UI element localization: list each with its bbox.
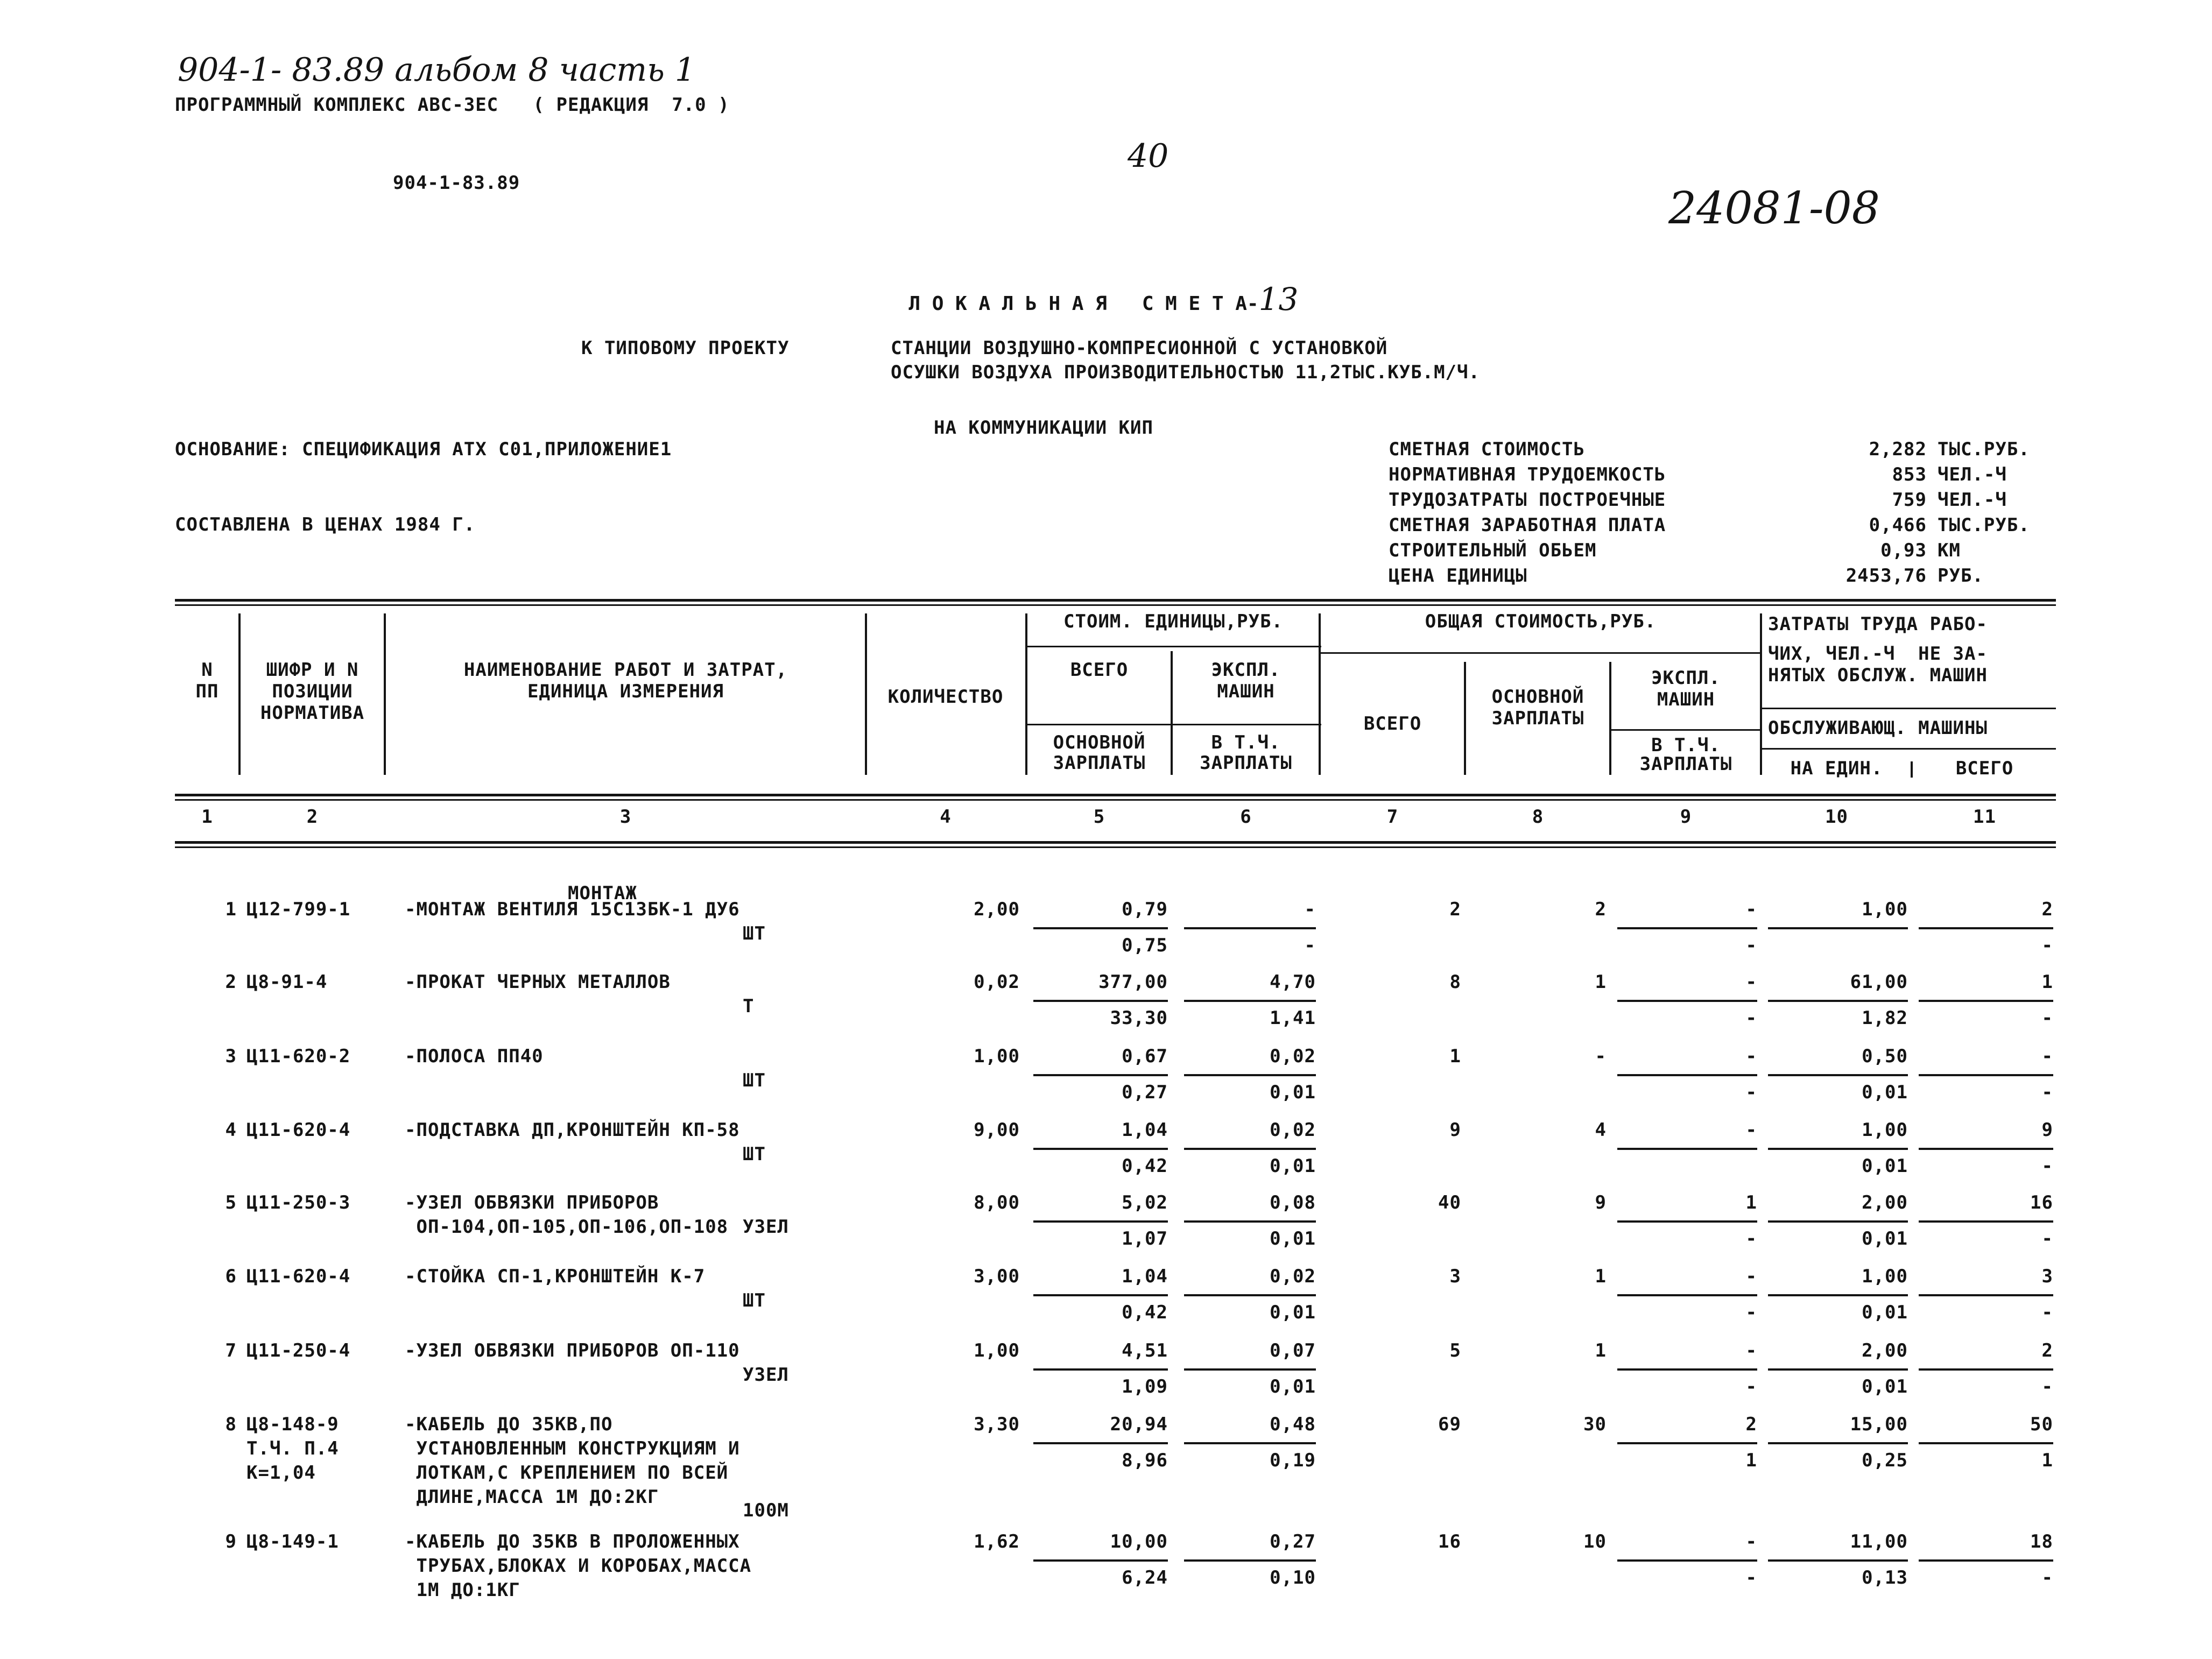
- cell-divider-rule: [1919, 1000, 2053, 1002]
- total-cost: 2: [1449, 899, 1461, 920]
- col3-head: НАИМЕНОВАНИЕ РАБОТ И ЗАТРАТ,: [463, 659, 788, 681]
- project-label: К ТИПОВОМУ ПРОЕКТУ: [581, 337, 790, 359]
- total-cost: 3: [1449, 1266, 1461, 1287]
- row-code: К=1,04: [246, 1462, 316, 1484]
- project-line-2: ОСУШКИ ВОЗДУХА ПРОИЗВОДИТЕЛЬНОСТЬЮ 11,2ТЫС.КУБ.М/Ч.: [891, 362, 1480, 383]
- total-cost: 5: [1449, 1340, 1461, 1361]
- cell-divider-rule: [1184, 1368, 1316, 1371]
- labor-per-unit: 0,50: [1862, 1046, 1908, 1067]
- labor-machines-per-unit: 0,01: [1862, 1376, 1908, 1397]
- summary-value: 853: [1892, 464, 1927, 485]
- unit-cost-total: 0,79: [1122, 899, 1168, 920]
- unit-cost-total: 5,02: [1122, 1192, 1168, 1213]
- total-base-wage: 9: [1595, 1192, 1607, 1213]
- row-name: ОП-104,ОП-105,ОП-106,ОП-108: [405, 1216, 729, 1238]
- total-machines: -: [1745, 1531, 1757, 1552]
- labor-total: 16: [2030, 1192, 2053, 1213]
- row-name: -ПОЛОСА ПП40: [405, 1046, 544, 1067]
- total-machines: -: [1745, 1046, 1757, 1067]
- row-name: УСТАНОВЛЕННЫМ КОНСТРУКЦИЯМ И: [405, 1438, 740, 1459]
- unit-cost-total: 1,04: [1122, 1119, 1168, 1141]
- row-code: Ц11-250-4: [246, 1340, 351, 1361]
- col-separator: [1609, 662, 1611, 775]
- row-quantity: 1,00: [974, 1046, 1020, 1067]
- summary-unit: ЧЕЛ.-Ч: [1938, 464, 2007, 485]
- total-cost: 40: [1438, 1192, 1461, 1213]
- unit-cost-osn: ОСНОВНОЙ: [1053, 732, 1146, 753]
- row-name: -КАБЕЛЬ ДО 35КВ В ПРОЛОЖЕННЫХ: [405, 1531, 740, 1552]
- col-number: 2: [306, 806, 319, 828]
- labor-total: 1: [2041, 971, 2053, 993]
- total-base-wage: 1: [1595, 971, 1607, 993]
- unit-cost-head: СТОИМ. ЕДИНИЦЫ,РУБ.: [1063, 611, 1283, 632]
- col-number: 1: [201, 806, 213, 828]
- row-quantity: 3,00: [974, 1266, 1020, 1287]
- col-separator: [1171, 651, 1173, 775]
- unit-cost-machines: 0,48: [1270, 1414, 1316, 1435]
- total-wage-in-machines: -: [1745, 1082, 1757, 1103]
- estimate-subject: НА КОММУНИКАЦИИ КИП: [934, 417, 1153, 439]
- cell-divider-rule: [1919, 1559, 2053, 1562]
- project-line-1: СТАНЦИИ ВОЗДУШНО-КОМПРЕСИОННОЙ С УСТАНОВКОЙ: [891, 337, 1388, 359]
- labor-head: НЯТЫХ ОБСЛУЖ. МАШИН: [1768, 665, 1988, 686]
- row-code: Ц11-620-4: [246, 1119, 351, 1141]
- labor-per-unit: 1,00: [1862, 1119, 1908, 1141]
- labor-machines-total: -: [2041, 935, 2053, 956]
- unit-cost-wage-in-machines: 0,01: [1270, 1376, 1316, 1397]
- unit-cost-total: 0,67: [1122, 1046, 1168, 1067]
- row-number: 1: [225, 899, 237, 920]
- unit-cost-base-wage: 8,96: [1122, 1450, 1168, 1471]
- row-quantity: 0,02: [974, 971, 1020, 993]
- total-wage-in-machines: -: [1745, 1302, 1757, 1323]
- total-machines: 1: [1745, 1192, 1757, 1213]
- row-quantity: 8,00: [974, 1192, 1020, 1213]
- col2-head: ШИФР И N: [266, 659, 359, 681]
- labor-machines-per-unit: 0,01: [1862, 1082, 1908, 1103]
- unit-cost-base-wage: 0,75: [1122, 935, 1168, 956]
- row-unit: УЗЕЛ: [743, 1364, 789, 1386]
- cell-divider-rule: [1617, 1559, 1757, 1562]
- cell-divider-rule: [1919, 927, 2053, 929]
- header-rule-bottom-2: [175, 846, 2056, 848]
- col-number: 11: [1973, 806, 1996, 828]
- col-separator: [1319, 613, 1321, 775]
- col-number: 3: [619, 806, 632, 828]
- summary-value: 0,466: [1869, 514, 1927, 536]
- labor-machines-total: -: [2041, 1082, 2053, 1103]
- unit-cost-total: 377,00: [1098, 971, 1168, 993]
- row-name: ЛОТКАМ,С КРЕПЛЕНИЕМ ПО ВСЕЙ: [405, 1462, 729, 1484]
- row-name: -ПРОКАТ ЧЕРНЫХ МЕТАЛЛОВ: [405, 971, 671, 993]
- col-separator: [1464, 662, 1466, 775]
- unit-cost-wage-in-machines: 0,10: [1270, 1567, 1316, 1589]
- labor-total: 3: [2041, 1266, 2053, 1287]
- program-line: ПРОГРАММНЫЙ КОМПЛЕКС АВС-3ЕС ( РЕДАКЦИЯ 7.0 ): [175, 94, 730, 116]
- unit-cost-wage-in-machines: 0,01: [1270, 1228, 1316, 1249]
- row-quantity: 2,00: [974, 899, 1020, 920]
- labor-per-unit: 1,00: [1862, 899, 1908, 920]
- summary-unit: ТЫС.РУБ.: [1938, 439, 2030, 460]
- col3-head: ЕДИНИЦА ИЗМЕРЕНИЯ: [527, 681, 724, 702]
- col-number: 4: [940, 806, 952, 828]
- labor-total: 2: [2041, 1340, 2053, 1361]
- unit-cost-machines: 0,07: [1270, 1340, 1316, 1361]
- labor-machines-per-unit: 0,25: [1862, 1450, 1908, 1471]
- total-cost: 1: [1449, 1046, 1461, 1067]
- header-rule-mid-2: [175, 799, 2056, 801]
- total-cost: 8: [1449, 971, 1461, 993]
- summary-unit: ЧЕЛ.-Ч: [1938, 489, 2007, 511]
- cell-divider-rule: [1184, 1148, 1316, 1150]
- unit-cost-rule-2: [1025, 724, 1321, 725]
- unit-cost-machines: 0,02: [1270, 1266, 1316, 1287]
- labor-per-unit: 2,00: [1862, 1192, 1908, 1213]
- cell-divider-rule: [1617, 1148, 1757, 1150]
- cell-divider-rule: [1033, 927, 1168, 929]
- unit-cost-total: 20,94: [1110, 1414, 1168, 1435]
- cell-divider-rule: [1184, 1294, 1316, 1296]
- col-number: 5: [1093, 806, 1105, 828]
- labor-per-unit: 11,00: [1850, 1531, 1908, 1552]
- row-quantity: 1,00: [974, 1340, 1020, 1361]
- cell-divider-rule: [1184, 1442, 1316, 1444]
- album-handwritten-note: 904-1- 83.89 альбом 8 часть 1: [178, 51, 696, 89]
- cell-divider-rule: [1617, 927, 1757, 929]
- cell-divider-rule: [1033, 1442, 1168, 1444]
- unit-cost-vtch: ЗАРПЛАТЫ: [1200, 752, 1292, 774]
- labor-machines-total: -: [2041, 1007, 2053, 1029]
- labor-head: ЧИХ, ЧЕЛ.-Ч НЕ ЗА-: [1768, 643, 1988, 665]
- labor-machines-total: -: [2041, 1567, 2053, 1589]
- total-cost: 9: [1449, 1119, 1461, 1141]
- col-number: 8: [1532, 806, 1544, 828]
- page-number: 40: [1128, 137, 1169, 175]
- labor-machines-total: -: [2041, 1376, 2053, 1397]
- cell-divider-rule: [1768, 1559, 1908, 1562]
- row-code: Ц8-148-9: [246, 1414, 339, 1435]
- cell-divider-rule: [1033, 1000, 1168, 1002]
- col-separator: [1025, 613, 1027, 775]
- header-rule-top-2: [175, 604, 2056, 606]
- unit-cost-base-wage: 33,30: [1110, 1007, 1168, 1029]
- col-separator: [238, 613, 241, 775]
- cell-divider-rule: [1919, 1074, 2053, 1076]
- row-quantity: 1,62: [974, 1531, 1020, 1552]
- total-wage-in-machines: -: [1745, 935, 1757, 956]
- summary-value: 759: [1892, 489, 1927, 511]
- summary-unit: ТЫС.РУБ.: [1938, 514, 2030, 536]
- summary-label: НОРМАТИВНАЯ ТРУДОЕМКОСТЬ: [1389, 464, 1666, 485]
- summary-label: СТРОИТЕЛЬНЫЙ ОБЬЕМ: [1389, 540, 1597, 561]
- cell-divider-rule: [1033, 1148, 1168, 1150]
- summary-unit: РУБ.: [1938, 565, 1984, 587]
- total-ekspl: МАШИН: [1657, 689, 1715, 710]
- total-osn: ОСНОВНОЙ: [1491, 686, 1584, 708]
- summary-value: 2,282: [1869, 439, 1927, 460]
- cell-divider-rule: [1617, 1220, 1757, 1223]
- row-code: Ц12-799-1: [246, 899, 351, 920]
- total-wage-in-machines: -: [1745, 1567, 1757, 1589]
- col2-head: ПОЗИЦИИ: [272, 681, 353, 702]
- unit-cost-machines: 0,02: [1270, 1046, 1316, 1067]
- basis-line: ОСНОВАНИЕ: СПЕЦИФИКАЦИЯ АТХ С01,ПРИЛОЖЕНИЕ1: [175, 439, 672, 460]
- row-unit: ШТ: [743, 923, 766, 944]
- labor-machines-per-unit: 0,13: [1862, 1567, 1908, 1589]
- cell-divider-rule: [1617, 1368, 1757, 1371]
- unit-cost-osn: ЗАРПЛАТЫ: [1053, 752, 1146, 774]
- unit-cost-ekspl: ЭКСПЛ.: [1211, 659, 1281, 681]
- labor-machines-total: -: [2041, 1155, 2053, 1177]
- summary-unit: КМ: [1938, 540, 1961, 561]
- row-number: 5: [225, 1192, 237, 1213]
- stamp-number: 24081-08: [1668, 183, 1880, 234]
- row-name: ДЛИНЕ,МАССА 1М ДО:2КГ: [405, 1486, 659, 1508]
- cell-divider-rule: [1184, 1074, 1316, 1076]
- total-base-wage: 10: [1583, 1531, 1607, 1552]
- cell-divider-rule: [1919, 1220, 2053, 1223]
- summary-value: 2453,76: [1845, 565, 1927, 587]
- cell-divider-rule: [1768, 1220, 1908, 1223]
- estimate-title: [885, 264, 1298, 316]
- total-ekspl: ЭКСПЛ.: [1651, 667, 1721, 689]
- unit-cost-machines: 0,02: [1270, 1119, 1316, 1141]
- unit-cost-ekspl: МАШИН: [1217, 681, 1275, 702]
- labor-machines-per-unit: 0,01: [1862, 1302, 1908, 1323]
- summary-label: ЦЕНА ЕДИНИЦЫ: [1389, 565, 1527, 587]
- total-base-wage: 30: [1583, 1414, 1607, 1435]
- unit-cost-total: 10,00: [1110, 1531, 1168, 1552]
- row-number: 3: [225, 1046, 237, 1067]
- labor-per-unit: 1,00: [1862, 1266, 1908, 1287]
- labor-rule-2: [1760, 748, 2056, 750]
- row-code: Ц11-620-2: [246, 1046, 351, 1067]
- total-base-wage: 1: [1595, 1340, 1607, 1361]
- col-separator: [865, 613, 867, 775]
- unit-cost-machines: 4,70: [1270, 971, 1316, 993]
- unit-cost-machines: -: [1304, 899, 1316, 920]
- row-code: Ц11-620-4: [246, 1266, 351, 1287]
- row-number: 8: [225, 1414, 237, 1435]
- cell-divider-rule: [1033, 1368, 1168, 1371]
- unit-cost-base-wage: 0,42: [1122, 1302, 1168, 1323]
- col1-head: ПП: [195, 681, 219, 702]
- labor-per-unit: 61,00: [1850, 971, 1908, 993]
- header-rule-bottom: [175, 841, 2056, 844]
- labor-obsl: ОБСЛУЖИВАЮЩ. МАШИНЫ: [1768, 717, 1988, 739]
- cell-divider-rule: [1768, 1442, 1908, 1444]
- col-number: 6: [1240, 806, 1252, 828]
- row-name: ТРУБАХ,БЛОКАХ И КОРОБАХ,МАССА: [405, 1555, 752, 1577]
- row-unit: ШТ: [743, 1143, 766, 1165]
- total-wage-in-machines: -: [1745, 1228, 1757, 1249]
- row-unit: ШТ: [743, 1070, 766, 1091]
- col4-head: КОЛИЧЕСТВО: [887, 686, 1004, 708]
- row-number: 2: [225, 971, 237, 993]
- total-base-wage: 4: [1595, 1119, 1607, 1141]
- cell-divider-rule: [1768, 1074, 1908, 1076]
- col-number: 9: [1680, 806, 1692, 828]
- unit-cost-wage-in-machines: 0,19: [1270, 1450, 1316, 1471]
- row-number: 9: [225, 1531, 237, 1552]
- unit-cost-rule: [1025, 646, 1321, 647]
- total-base-wage: 1: [1595, 1266, 1607, 1287]
- unit-cost-machines: 0,08: [1270, 1192, 1316, 1213]
- cell-divider-rule: [1617, 1442, 1757, 1444]
- unit-cost-wage-in-machines: 1,41: [1270, 1007, 1316, 1029]
- row-name: -УЗЕЛ ОБВЯЗКИ ПРИБОРОВ: [405, 1192, 659, 1213]
- row-unit: 100М: [743, 1500, 789, 1521]
- col2-head: НОРМАТИВА: [260, 702, 365, 724]
- col-number: 10: [1825, 806, 1848, 828]
- cell-divider-rule: [1033, 1220, 1168, 1223]
- cell-divider-rule: [1768, 1368, 1908, 1371]
- row-code: Ц8-91-4: [246, 971, 328, 993]
- total-machines: -: [1745, 1340, 1757, 1361]
- row-name: -КАБЕЛЬ ДО 35КВ,ПО: [405, 1414, 613, 1435]
- cell-divider-rule: [1768, 1294, 1908, 1296]
- row-number: 4: [225, 1119, 237, 1141]
- labor-total: 2: [2041, 899, 2053, 920]
- cell-divider-rule: [1768, 927, 1908, 929]
- total-wage-in-machines: -: [1745, 1007, 1757, 1029]
- unit-cost-vsego: ВСЕГО: [1070, 659, 1129, 681]
- cell-divider-rule: [1033, 1559, 1168, 1562]
- row-code: Ц8-149-1: [246, 1531, 339, 1552]
- labor-head: ЗАТРАТЫ ТРУДА РАБО-: [1768, 613, 1988, 635]
- cell-divider-rule: [1617, 1000, 1757, 1002]
- total-base-wage: -: [1595, 1046, 1607, 1067]
- cell-divider-rule: [1033, 1074, 1168, 1076]
- total-cost-rule-2: [1609, 729, 1760, 731]
- unit-cost-wage-in-machines: 0,01: [1270, 1082, 1316, 1103]
- labor-vsego: ВСЕГО: [1955, 758, 2014, 779]
- unit-cost-wage-in-machines: -: [1304, 935, 1316, 956]
- row-code: Ц11-250-3: [246, 1192, 351, 1213]
- row-name: 1М ДО:1КГ: [405, 1579, 520, 1601]
- prices-line: СОСТАВЛЕНА В ЦЕНАХ 1984 Г.: [175, 514, 476, 535]
- title-number: 13: [1258, 281, 1299, 317]
- total-cost: 16: [1438, 1531, 1461, 1552]
- total-vsego: ВСЕГО: [1363, 713, 1422, 735]
- total-machines: 2: [1745, 1414, 1757, 1435]
- cell-divider-rule: [1184, 1000, 1316, 1002]
- col-separator: [384, 613, 386, 775]
- row-number: 7: [225, 1340, 237, 1361]
- row-name: -МОНТАЖ ВЕНТИЛЯ 15С13БК-1 ДУ6: [405, 899, 740, 920]
- title-text: Л О К А Л Ь Н А Я С М Е Т А-: [908, 293, 1259, 315]
- cell-divider-rule: [1033, 1294, 1168, 1296]
- unit-cost-total: 1,04: [1122, 1266, 1168, 1287]
- labor-machines-total: -: [2041, 1228, 2053, 1249]
- cell-divider-rule: [1617, 1294, 1757, 1296]
- labor-total: -: [2041, 1046, 2053, 1067]
- document-code: 904-1-83.89: [393, 172, 520, 194]
- row-unit: Т: [743, 996, 755, 1017]
- total-osn: ЗАРПЛАТЫ: [1491, 708, 1584, 729]
- total-machines: -: [1745, 899, 1757, 920]
- total-wage-in-machines: -: [1745, 1376, 1757, 1397]
- unit-cost-base-wage: 0,42: [1122, 1155, 1168, 1177]
- unit-cost-total: 4,51: [1122, 1340, 1168, 1361]
- total-cost: 69: [1438, 1414, 1461, 1435]
- unit-cost-base-wage: 1,07: [1122, 1228, 1168, 1249]
- labor-machines-per-unit: 0,01: [1862, 1228, 1908, 1249]
- cell-divider-rule: [1617, 1074, 1757, 1076]
- total-machines: -: [1745, 1266, 1757, 1287]
- cell-divider-rule: [1768, 1148, 1908, 1150]
- cell-divider-rule: [1184, 927, 1316, 929]
- unit-cost-wage-in-machines: 0,01: [1270, 1302, 1316, 1323]
- labor-machines-per-unit: 1,82: [1862, 1007, 1908, 1029]
- unit-cost-machines: 0,27: [1270, 1531, 1316, 1552]
- unit-cost-base-wage: 0,27: [1122, 1082, 1168, 1103]
- cell-divider-rule: [1919, 1294, 2053, 1296]
- cell-divider-rule: [1919, 1442, 2053, 1444]
- cell-divider-rule: [1768, 1000, 1908, 1002]
- row-number: 6: [225, 1266, 237, 1287]
- total-machines: -: [1745, 1119, 1757, 1141]
- header-rule-mid: [175, 794, 2056, 796]
- labor-machines-total: -: [2041, 1302, 2053, 1323]
- labor-rule: [1760, 708, 2056, 709]
- cell-divider-rule: [1184, 1559, 1316, 1562]
- row-name: -УЗЕЛ ОБВЯЗКИ ПРИБОРОВ ОП-110: [405, 1340, 740, 1361]
- unit-cost-base-wage: 6,24: [1122, 1567, 1168, 1589]
- row-code: Т.Ч. П.4: [246, 1438, 339, 1459]
- cell-divider-rule: [1184, 1220, 1316, 1223]
- total-machines: -: [1745, 971, 1757, 993]
- row-name: -СТОЙКА СП-1,КРОНШТЕЙН К-7: [405, 1266, 706, 1287]
- row-quantity: 9,00: [974, 1119, 1020, 1141]
- cell-divider-rule: [1919, 1148, 2053, 1150]
- header-rule-top: [175, 599, 2056, 602]
- summary-label: СМЕТНАЯ ЗАРАБОТНАЯ ПЛАТА: [1389, 514, 1666, 536]
- col-separator: [1911, 761, 1913, 778]
- unit-cost-vtch: В Т.Ч.: [1211, 732, 1281, 753]
- total-vtch: ЗАРПЛАТЫ: [1639, 753, 1732, 775]
- row-unit: УЗЕЛ: [743, 1216, 789, 1238]
- unit-cost-wage-in-machines: 0,01: [1270, 1155, 1316, 1177]
- cell-divider-rule: [1919, 1368, 2053, 1371]
- col-separator: [1760, 613, 1762, 775]
- labor-machines-per-unit: 0,01: [1862, 1155, 1908, 1177]
- unit-cost-base-wage: 1,09: [1122, 1376, 1168, 1397]
- labor-total: 9: [2041, 1119, 2053, 1141]
- col1-head: N: [201, 659, 213, 681]
- summary-label: СМЕТНАЯ СТОИМОСТЬ: [1389, 439, 1585, 460]
- total-wage-in-machines: 1: [1745, 1450, 1757, 1471]
- total-cost-rule: [1319, 652, 1760, 654]
- total-vtch: В Т.Ч.: [1651, 735, 1721, 756]
- summary-value: 0,93: [1880, 540, 1927, 561]
- labor-total: 50: [2030, 1414, 2053, 1435]
- labor-per-unit: 15,00: [1850, 1414, 1908, 1435]
- labor-per-unit: 2,00: [1862, 1340, 1908, 1361]
- summary-label: ТРУДОЗАТРАТЫ ПОСТРОЕЧНЫЕ: [1389, 489, 1666, 511]
- labor-machines-total: 1: [2041, 1450, 2053, 1471]
- row-name: -ПОДСТАВКА ДП,КРОНШТЕЙН КП-58: [405, 1119, 740, 1141]
- row-unit: ШТ: [743, 1290, 766, 1311]
- total-cost-head: ОБЩАЯ СТОИМОСТЬ,РУБ.: [1425, 611, 1657, 632]
- col-number: 7: [1386, 806, 1399, 828]
- labor-total: 18: [2030, 1531, 2053, 1552]
- row-quantity: 3,30: [974, 1414, 1020, 1435]
- labor-na-edin: НА ЕДИН.: [1790, 758, 1883, 779]
- total-base-wage: 2: [1595, 899, 1607, 920]
- section-title: МОНТАЖ: [568, 883, 637, 904]
